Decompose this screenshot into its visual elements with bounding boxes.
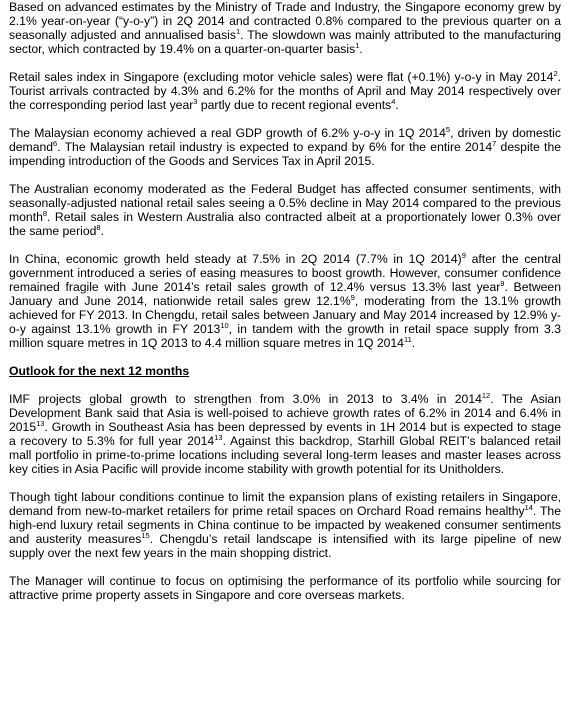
footnote-marker: 1 [355, 41, 360, 50]
footnote-marker: 13 [214, 433, 223, 442]
footnote-marker: 12 [481, 391, 491, 400]
text-run: . The Asian Development Bank said that Asia is well-poised to achieve growth rates of 6.2% in 2014 and 6.4% in 2015 [9, 392, 561, 434]
text-run: . [395, 98, 399, 112]
text-run: . Retail sales in Western Australia also contracted albeit at a proportionately lower 0.3% over the same period [9, 210, 561, 238]
text-run: . [411, 336, 416, 350]
text-run: The Australian economy moderated as the Federal Budget has affected consumer sentiments, with seasonally-adjusted national retail sales seeing a 0.5% decline in May 2014 compared to the previous month [9, 182, 561, 224]
paragraph-china [9, 252, 561, 350]
footnote-marker: 7 [492, 139, 497, 148]
text-run: after the central government introduced a series of easing measures to boost growth. However, consumer confidence remained fragile with June 2014’s retail sales growth of 12.4% versus 13.3% last year [9, 252, 561, 294]
text-run: . Tourist arrivals contracted by 4.3% and 6.2% for the months of April and May 2014 respectively over the corresponding period last year [9, 70, 561, 112]
paragraph-singapore-retail [9, 70, 561, 112]
text-run: . Chengdu’s retail landscape is intensified with its large pipeline of new supply over the next few years in the main shopping district. [9, 532, 561, 560]
text-run: , moderating from the 13.1% growth achieved for FY 2013. In Chengdu, retail sales between January and May 2014 increased by 12.9% y-o-y against 13.1% growth in FY 2013 [9, 294, 561, 336]
footnote-marker: 2 [553, 69, 558, 78]
outlook-heading: Outlook for the next 12 months [9, 364, 190, 378]
footnote-marker: 8 [96, 223, 101, 232]
text-run: Based on advanced estimates by the Ministry of Trade and Industry, the Singapore economy grew by 2.1% year-on-year (“y-o-y”) in 2Q 2014 and contracted 0.8% compared to the previous quarter on a seasonally adjusted and annualised basis [9, 0, 561, 42]
text-run: . [100, 224, 104, 238]
text-run: . Against this backdrop, Starhill Global REIT’s balanced retail mall portfolio in prime-to-prime locations including several long-term leases and master leases across key cities in Asia Pacific will provide income stability with growth potential for its Unitholders. [9, 434, 561, 476]
text-run: . The high-end luxury retail segments in China continue to be impacted by weakened consumer sentiments and austerity measures [9, 504, 561, 546]
footnote-marker: 6 [53, 139, 58, 148]
footnote-marker: 10 [220, 321, 229, 330]
paragraph-australia [9, 182, 561, 238]
footnote-marker: 9 [461, 251, 466, 260]
text-run: The Malaysian economy achieved a real GDP growth of 6.2% y-o-y in 1Q 2014 [9, 126, 446, 140]
footnote-marker: 15 [141, 531, 150, 540]
footnote-marker: 4 [391, 97, 396, 106]
text-run: . Growth in Southeast Asia has been depressed by events in 1H 2014 but is expected to stage a recovery to 5.3% for full year 2014 [9, 420, 561, 448]
text-run: Retail sales index in Singapore (excluding motor vehicle sales) were flat (+0.1%) y-o-y in May 2014 [9, 70, 554, 84]
text-run: . Between January and June 2014, nationwide retail sales grew 12.1% [9, 280, 561, 308]
text-run: . [359, 42, 363, 56]
footnote-marker: 13 [36, 419, 45, 428]
footnote-marker: 9 [350, 293, 355, 302]
text-run: The Manager will continue to focus on optimising the performance of its portfolio while sourcing for attractive prime property assets in Singapore and core overseas markets. [9, 574, 561, 602]
footnote-marker: 3 [193, 97, 198, 106]
footnote-marker: 14 [524, 503, 533, 512]
paragraph-singapore-economy [9, 0, 561, 56]
outlook-section [9, 392, 561, 602]
footnote-marker: 8 [42, 209, 48, 218]
document-page [9, 0, 561, 602]
text-run: partly due to recent regional events [197, 98, 392, 112]
footnote-marker: 11 [403, 335, 412, 344]
market-review-section [9, 0, 561, 350]
text-run: , in tandem with the growth in retail space supply from 3.3 million square metres in 1Q 2013 to 4.4 million square metres in 1Q 2014 [9, 322, 561, 350]
paragraph-labour-conditions [9, 490, 561, 560]
footnote-marker: 1 [235, 27, 241, 36]
text-run: despite the impending introduction of the Goods and Services Tax in April 2015. [9, 140, 562, 168]
paragraph-global-growth [9, 392, 561, 476]
text-run: . The slowdown was mainly attributed to the manufacturing sector, which contracted by 19.4% on a quarter-on-quarter basis [9, 28, 561, 56]
text-run: , driven by domestic demand [9, 126, 561, 154]
text-run: In China, economic growth held steady at 7.5% in 2Q 2014 (7.7% in 1Q 2014) [9, 252, 462, 266]
text-run: IMF projects global growth to strengthen from 3.0% in 2013 to 3.4% in 2014 [9, 392, 482, 406]
paragraph-malaysia [9, 126, 561, 168]
text-run: Though tight labour conditions continue to limit the expansion plans of existing retailers in Singapore, demand from new-to-market retailers for prime retail spaces on Orchard Road remains healthy [9, 490, 561, 518]
footnote-marker: 9 [500, 279, 505, 288]
paragraph-manager-focus [9, 574, 561, 602]
text-run: . The Malaysian retail industry is expected to expand by 6% for the entire 2014 [57, 140, 493, 154]
footnote-marker: 5 [445, 125, 451, 134]
